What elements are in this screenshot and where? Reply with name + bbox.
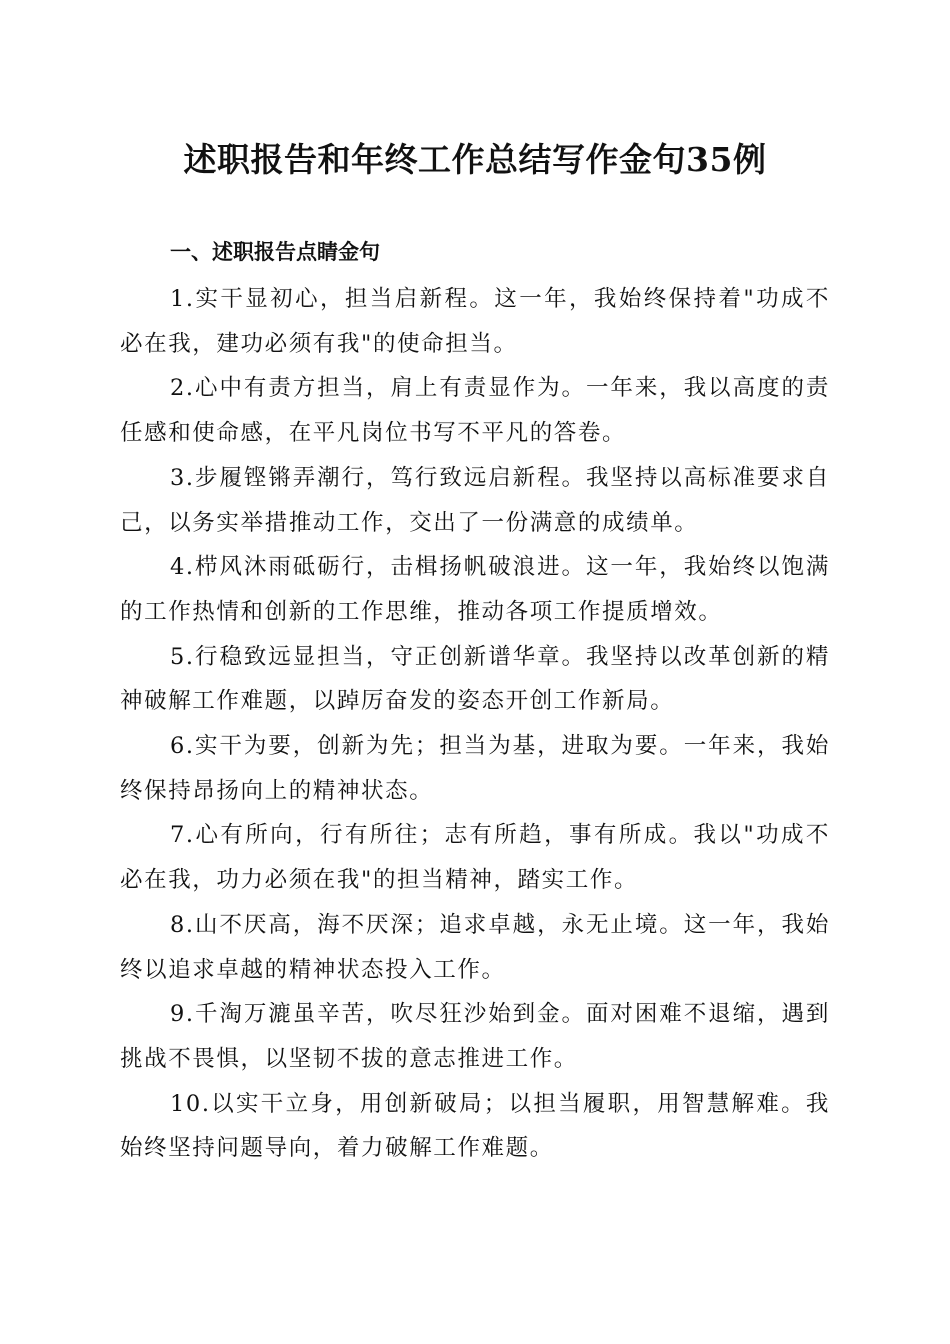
- quote-item-4: 4.栉风沐雨砥砺行，击楫扬帆破浪进。这一年，我始终以饱满的工作热情和创新的工作思维，推动各项工作提质增效。: [120, 554, 830, 625]
- quote-item-5: 5.行稳致远显担当，守正创新谱华章。我坚持以改革创新的精神破解工作难题，以踔厉奋发的姿态开创工作新局。: [120, 643, 830, 715]
- quote-item-7: 7.心有所向，行有所往；志有所趋，事有所成。我以"功成不必在我，功力必须在我"的担当精神，踏实工作。: [120, 822, 830, 894]
- document-title: 述职报告和年终工作总结写作金句35例: [183, 140, 767, 179]
- quote-item-9: 9.千淘万漉虽辛苦，吹尽狂沙始到金。面对困难不退缩，遇到挑战不畏惧，以坚韧不拔的意志推进工作。: [120, 1001, 830, 1072]
- quote-list: [120, 277, 830, 1171]
- quote-item-1: 1.实干显初心，担当启新程。这一年，我始终保持着"功成不必在我，建功必须有我"的使命担当。: [120, 286, 830, 357]
- quote-item-10: 10.以实干立身，用创新破局；以担当履职，用智慧解难。我始终坚持问题导向，着力破解工作难题。: [120, 1090, 830, 1162]
- quote-item-3: 3.步履铿锵弄潮行，笃行致远启新程。我坚持以高标准要求自己，以务实举措推动工作，交出了一份满意的成绩单。: [120, 464, 830, 536]
- quote-item-2: 2.心中有责方担当，肩上有责显作为。一年来，我以高度的责任感和使命感，在平凡岗位书写不平凡的答卷。: [120, 375, 830, 447]
- quote-item-8: 8.山不厌高，海不厌深；追求卓越，永无止境。这一年，我始终以追求卓越的精神状态投入工作。: [120, 911, 830, 983]
- section-heading: 一、述职报告点睛金句: [170, 240, 380, 264]
- quote-item-6: 6.实干为要，创新为先；担当为基，进取为要。一年来，我始终保持昂扬向上的精神状态。: [120, 733, 830, 804]
